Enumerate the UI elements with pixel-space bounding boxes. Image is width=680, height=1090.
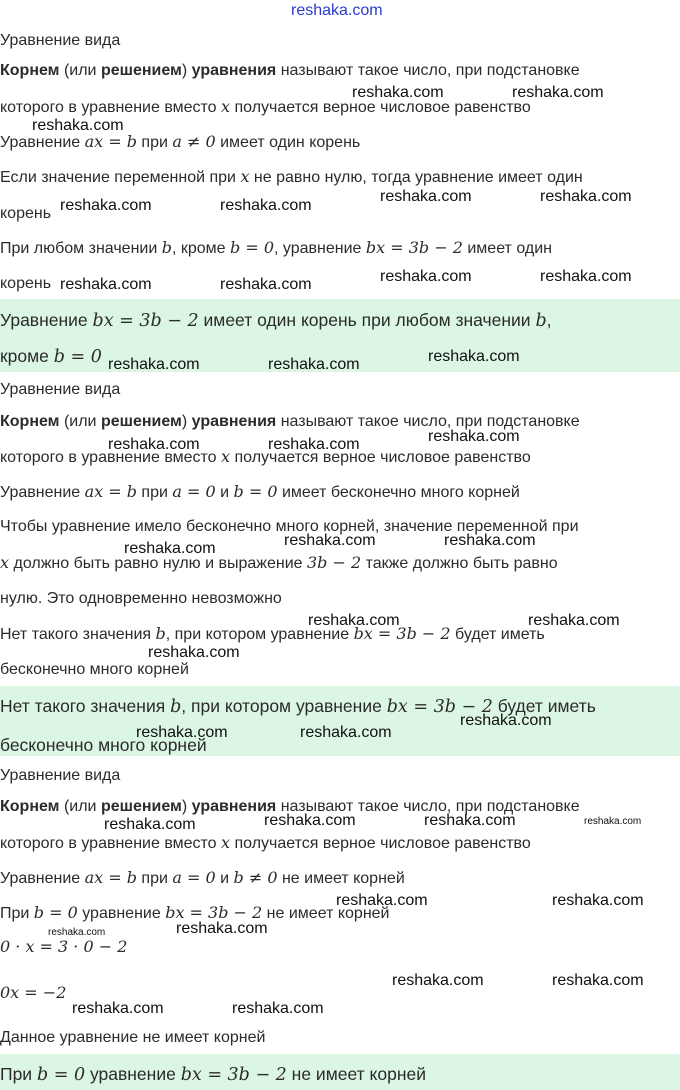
watermark: reshaka.com bbox=[124, 540, 216, 557]
term-equation: уравнения bbox=[191, 798, 277, 815]
section-3-answer: При b = 0 уравнение bx = 3b − 2 не имеет корней bbox=[0, 1064, 426, 1085]
section-1-definition-line-1: Корнем (или решением) уравнения называют такое число, при подстановке bbox=[0, 62, 580, 79]
term-equation: уравнения bbox=[191, 62, 277, 79]
watermark: reshaka.com bbox=[352, 84, 444, 101]
section-1-rule: Уравнение ax = b при a ≠ 0 имеет один корень bbox=[0, 132, 361, 151]
watermark: reshaka.com bbox=[104, 816, 196, 833]
watermark: reshaka.com bbox=[268, 356, 360, 373]
watermark: reshaka.com bbox=[444, 532, 536, 549]
section-2-para-2-line-1: Нет такого значения b, при котором уравнение bx = 3b − 2 будет иметь bbox=[0, 624, 545, 643]
watermark: reshaka.com bbox=[32, 117, 124, 134]
watermark: reshaka.com bbox=[232, 1000, 324, 1017]
term-root: Корнем bbox=[0, 798, 60, 815]
section-3-intro: Уравнение вида bbox=[0, 767, 121, 784]
section-3-definition-line-1: Корнем (или решением) уравнения называют такое число, при подстановке bbox=[0, 798, 580, 815]
section-2-para-2-line-2: бесконечно много корней bbox=[0, 661, 189, 678]
watermark: reshaka.com bbox=[584, 816, 642, 827]
watermark: reshaka.com bbox=[300, 724, 392, 741]
section-1-answer-line-1: Уравнение bx = 3b − 2 имеет один корень при любом значении b, bbox=[0, 310, 552, 331]
watermark: reshaka.com bbox=[540, 268, 632, 285]
term-solution: решением bbox=[100, 62, 182, 79]
watermark: reshaka.com bbox=[264, 812, 356, 829]
watermark: reshaka.com bbox=[284, 532, 376, 549]
watermark: reshaka.com bbox=[176, 920, 268, 937]
watermark: reshaka.com bbox=[540, 188, 632, 205]
watermark: reshaka.com bbox=[380, 188, 472, 205]
watermark: reshaka.com bbox=[48, 927, 106, 938]
watermark: reshaka.com bbox=[428, 428, 520, 445]
watermark-header: reshaka.com bbox=[291, 2, 383, 19]
section-2-rule: Уравнение ax = b при a = 0 и b = 0 имеет бесконечно много корней bbox=[0, 482, 520, 501]
term-solution: решением bbox=[100, 798, 182, 815]
term-solution: решением bbox=[100, 413, 182, 430]
watermark: reshaka.com bbox=[460, 712, 552, 729]
watermark: reshaka.com bbox=[552, 972, 644, 989]
watermark: reshaka.com bbox=[552, 892, 644, 909]
watermark: reshaka.com bbox=[428, 348, 520, 365]
watermark: reshaka.com bbox=[148, 644, 240, 661]
term-root: Корнем bbox=[0, 62, 60, 79]
watermark: reshaka.com bbox=[528, 612, 620, 629]
section-1-para-1-line-1: Если значение переменной при x не равно нулю, тогда уравнение имеет один bbox=[0, 167, 583, 186]
watermark: reshaka.com bbox=[268, 436, 360, 453]
watermark: reshaka.com bbox=[392, 972, 484, 989]
watermark: reshaka.com bbox=[60, 276, 152, 293]
watermark: reshaka.com bbox=[220, 197, 312, 214]
watermark: reshaka.com bbox=[336, 892, 428, 909]
section-1-para-1-line-2: корень bbox=[0, 205, 52, 222]
watermark: reshaka.com bbox=[108, 356, 200, 373]
section-2-answer-line-1: Нет такого значения b, при котором уравнение bx = 3b − 2 будет иметь bbox=[0, 696, 596, 717]
section-2-para-1-line-2: x должно быть равно нулю и выражение 3b − 2 также должно быть равно bbox=[0, 553, 558, 572]
section-3-rule: Уравнение ax = b при a = 0 и b ≠ 0 не имеет корней bbox=[0, 868, 405, 887]
watermark: reshaka.com bbox=[136, 724, 228, 741]
watermark: reshaka.com bbox=[380, 268, 472, 285]
watermark: reshaka.com bbox=[512, 84, 604, 101]
watermark: reshaka.com bbox=[60, 197, 152, 214]
term-equation: уравнения bbox=[191, 413, 277, 430]
section-2-intro: Уравнение вида bbox=[0, 381, 121, 398]
section-2-definition-line-1: Корнем (или решением) уравнения называют такое число, при подстановке bbox=[0, 413, 580, 430]
term-root: Корнем bbox=[0, 413, 60, 430]
section-3-para-2: Данное уравнение не имеет корней bbox=[0, 1029, 266, 1046]
section-2-definition-line-2: которого в уравнение вместо x получается верное числовое равенство bbox=[0, 447, 531, 466]
section-1-intro: Уравнение вида bbox=[0, 32, 121, 49]
section-3-para-1: При b = 0 уравнение bx = 3b − 2 не имеет корней bbox=[0, 903, 390, 922]
section-1-para-2-line-1: При любом значении b, кроме b = 0, уравнение bx = 3b − 2 имеет один bbox=[0, 238, 552, 257]
section-2-para-1-line-1: Чтобы уравнение имело бесконечно много корней, значение переменной при bbox=[0, 518, 579, 535]
watermark: reshaka.com bbox=[424, 812, 516, 829]
section-1-definition-line-2: которого в уравнение вместо x получается верное числовое равенство bbox=[0, 97, 531, 116]
watermark: reshaka.com bbox=[72, 1000, 164, 1017]
section-2-answer-line-2: бесконечно много корней bbox=[0, 735, 207, 755]
section-3-equation-1: 0 · x = 3 · 0 − 2 bbox=[0, 937, 128, 956]
watermark: reshaka.com bbox=[220, 276, 312, 293]
section-1-para-2-line-2: корень bbox=[0, 275, 52, 292]
watermark: reshaka.com bbox=[308, 612, 400, 629]
section-3-equation-2: 0x = −2 bbox=[0, 983, 67, 1002]
watermark: reshaka.com bbox=[108, 436, 200, 453]
section-3-definition-line-2: которого в уравнение вместо x получается верное числовое равенство bbox=[0, 833, 531, 852]
section-2-para-1-line-3: нулю. Это одновременно невозможно bbox=[0, 590, 282, 607]
section-1-answer-line-2: кроме b = 0 bbox=[0, 346, 102, 367]
